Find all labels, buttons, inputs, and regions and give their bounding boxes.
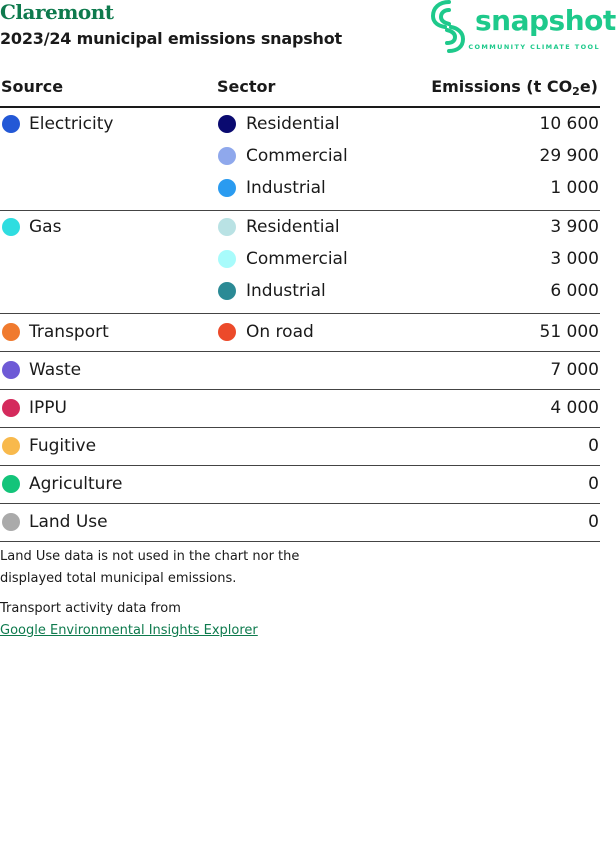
environmental-insights-link[interactable]: Google Environmental Insights Explorer [0,623,258,638]
sector-color-dot [218,179,236,197]
emissions-table [0,70,600,542]
table-row [0,428,600,465]
table-row [0,140,600,172]
source-label: Electricity [29,114,114,134]
emissions-value: 3 900 [550,217,599,237]
table-row [0,504,600,541]
page-header [0,0,616,60]
emissions-value: 3 000 [550,249,599,269]
table-row [0,108,600,140]
snapshot-logo-icon [429,0,469,54]
emissions-value: 4 000 [550,398,599,418]
sector-label: Residential [246,217,340,237]
source-color-dot [2,323,20,341]
logo-wordmark: snapshot [475,4,616,37]
logo-tagline: COMMUNITY CLIMATE TOOL [468,43,600,51]
table-row [0,466,600,503]
sector-label: Industrial [246,178,326,198]
source-color-dot [2,437,20,455]
table-row [0,172,600,204]
source-group [0,390,600,428]
council-name: Claremont [0,0,114,24]
source-label: Gas [29,217,62,237]
sector-label: Industrial [246,281,326,301]
source-group [0,108,600,211]
sector-color-dot [218,323,236,341]
source-label: Fugitive [29,436,97,456]
source-label: IPPU [29,398,67,418]
sector-color-dot [218,218,236,236]
emissions-value: 6 000 [550,281,599,301]
emissions-value: 10 600 [539,114,599,134]
snapshot-logo[interactable] [429,0,616,54]
sector-color-dot [218,147,236,165]
table-body [0,108,600,542]
header-source: Source [1,77,64,96]
header-sector: Sector [217,77,276,96]
source-color-dot [2,475,20,493]
source-color-dot [2,115,20,133]
footnotes [0,546,330,642]
source-label: Land Use [29,512,108,532]
header-emissions: Emissions (t $CO_2e$) [431,77,598,98]
source-group [0,504,600,542]
sector-color-dot [218,250,236,268]
emissions-value: 1 000 [550,178,599,198]
emissions-value: 0 [588,474,599,494]
source-color-dot [2,513,20,531]
emissions-value: 29 900 [539,146,599,166]
source-group [0,314,600,352]
source-color-dot [2,399,20,417]
sector-color-dot [218,282,236,300]
transport-note [0,598,330,642]
source-label: Transport [29,322,109,342]
land-use-note: Land Use data is not used in the chart nor the displayed total municipal emissions. [0,549,300,586]
report-subtitle: 2023/24 municipal emissions snapshot [0,29,342,48]
source-label: Waste [29,360,82,380]
table-row [0,314,600,351]
table-header [0,70,600,108]
sector-label: Commercial [246,146,348,166]
source-group [0,428,600,466]
transport-note-text: Transport activity data from [0,601,181,616]
table-row [0,352,600,389]
sector-label: Residential [246,114,340,134]
table-row [0,275,600,307]
source-color-dot [2,218,20,236]
source-group [0,352,600,390]
sector-label: On road [246,322,314,342]
emissions-value: 0 [588,436,599,456]
sector-label: Commercial [246,249,348,269]
source-group [0,466,600,504]
table-row [0,243,600,275]
emissions-value: 7 000 [550,360,599,380]
source-group [0,211,600,314]
source-label: Agriculture [29,474,123,494]
emissions-value: 0 [588,512,599,532]
table-row [0,390,600,427]
emissions-value: 51 000 [539,322,599,342]
source-color-dot [2,361,20,379]
table-row [0,211,600,243]
sector-color-dot [218,115,236,133]
